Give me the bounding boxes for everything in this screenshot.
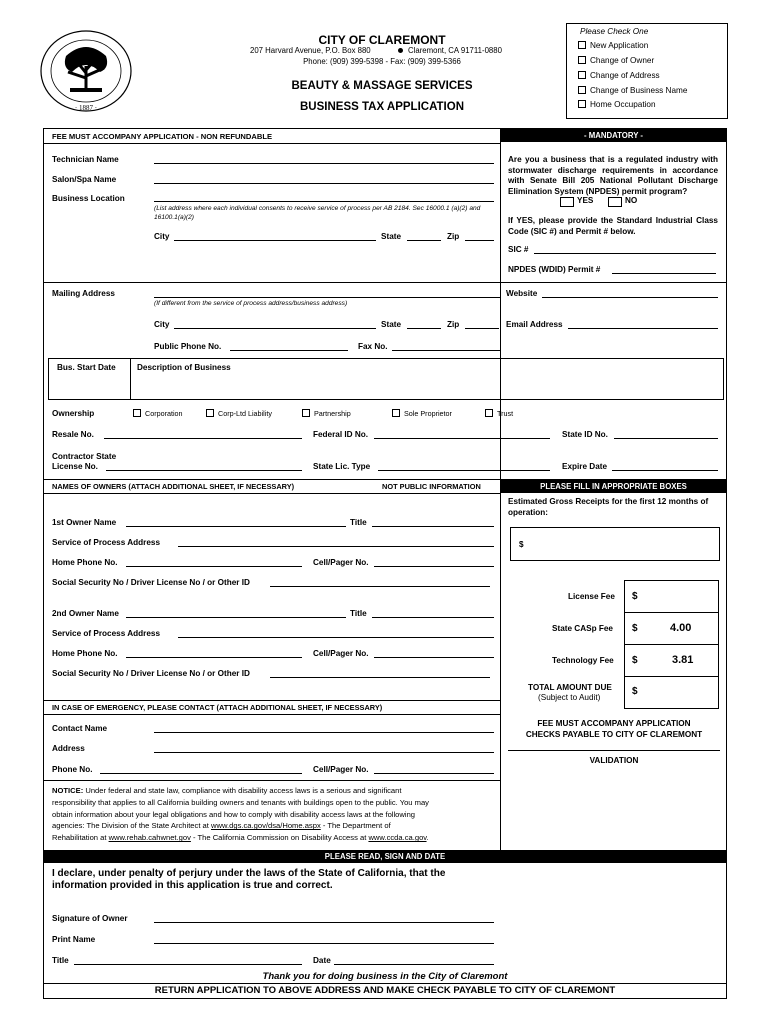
owner1-ssn-field[interactable]	[270, 586, 490, 587]
owner2-home-phone-field[interactable]	[126, 657, 302, 658]
owner1-ssn-label: Social Security No / Driver License No / or Other ID	[52, 578, 250, 587]
state-label: State	[381, 232, 402, 241]
state-lic-label: State Lic. Type	[313, 462, 371, 471]
owner2-title-field[interactable]	[372, 617, 494, 618]
yes-checkbox[interactable]	[560, 197, 574, 207]
option-new-application[interactable]: New Application	[578, 41, 648, 50]
mailing-label: Mailing Address	[52, 289, 115, 298]
column-divider	[500, 480, 501, 850]
zip-label: Zip	[447, 232, 460, 241]
checkbox-icon[interactable]	[578, 71, 586, 79]
ownership-sole-proprietor[interactable]: Sole Proprietor	[392, 409, 452, 418]
owner2-field[interactable]	[126, 617, 346, 618]
federal-id-label: Federal ID No.	[313, 430, 369, 439]
contractor-field[interactable]	[106, 470, 302, 471]
no-label: NO	[625, 196, 638, 205]
owner2-home-phone-label: Home Phone No.	[52, 649, 118, 658]
signature-label: Signature of Owner	[52, 914, 128, 923]
checkbox-icon[interactable]	[578, 41, 586, 49]
npdes-label: NPDES (WDID) Permit #	[508, 265, 601, 274]
sign-title-field[interactable]	[74, 964, 302, 965]
emergency-address-label: Address	[52, 744, 85, 753]
option-home-occupation[interactable]: Home Occupation	[578, 100, 656, 109]
address-left: 207 Harvard Avenue, P.O. Box 880	[250, 46, 371, 55]
location-field[interactable]	[154, 201, 494, 202]
fax-label: Fax No.	[358, 342, 388, 351]
return-instructions: RETURN APPLICATION TO ABOVE ADDRESS AND MAKE CHECK PAYABLE TO CITY OF CLAREMONT	[154, 985, 616, 996]
resale-field[interactable]	[104, 438, 302, 439]
owner2-cell-label: Cell/Pager No.	[313, 649, 369, 658]
ownership-corporation[interactable]: Corporation	[133, 409, 183, 418]
casp-fee-value: 4.00	[670, 622, 692, 634]
fill-boxes-bar: PLEASE FILL IN APPROPRIATE BOXES	[501, 480, 726, 493]
contact-field[interactable]	[154, 732, 494, 733]
npdes-question: Are you a business that is a regulated industry with stormwater discharge requirements in accordance with Senate Bill 205 National Pollutant Discharge Elimination System (NPDES) permit program?	[508, 155, 718, 196]
owner1-cell-label: Cell/Pager No.	[313, 558, 369, 567]
license-fee-label: License Fee	[568, 592, 615, 601]
website-label: Website	[506, 289, 538, 298]
resale-label: Resale No.	[52, 430, 94, 439]
state-lic-field[interactable]	[378, 470, 550, 471]
sic-label: SIC #	[508, 245, 529, 254]
expire-label: Expire Date	[562, 462, 608, 471]
option-change-owner[interactable]: Change of Owner	[578, 56, 654, 65]
form-title-1: BEAUTY & MASSAGE SERVICES	[291, 80, 473, 92]
mail-state-field[interactable]	[407, 328, 441, 329]
not-public-label: NOT PUBLIC INFORMATION	[382, 482, 481, 491]
notice-text: NOTICE: Under federal and state law, compliance with disability access laws is a serious and significant responsibility that applies to all California building owners and tenants with buildings open to the public. You may obtain information about your legal obligations and how to comply with disability access laws at the following agencies: The Division of the State Architect at www.dgs.ca.gov/dsa/Home.aspx - The Department of Rehabilitation at www.rehab.cahwnet.gov - The California Commission on Disability Access at www.ccda.ca.gov.	[52, 786, 429, 843]
salon-field[interactable]	[154, 183, 494, 184]
state-field[interactable]	[407, 240, 441, 241]
ownership-partnership[interactable]: Partnership	[302, 409, 351, 418]
owner2-service-label: Service of Process Address	[52, 629, 161, 638]
bullet-icon	[398, 48, 403, 53]
owner1-title-label: Title	[350, 518, 367, 527]
fee-notice: FEE MUST ACCOMPANY APPLICATION - NON REFUNDABLE	[52, 132, 273, 141]
ownership-label: Ownership	[52, 409, 95, 418]
checkbox-icon[interactable]	[578, 86, 586, 94]
technician-label: Technician Name	[52, 155, 119, 164]
sic-field[interactable]	[534, 253, 716, 254]
email-field[interactable]	[568, 328, 718, 329]
mandatory-bar: - MANDATORY -	[501, 129, 726, 142]
checkbox-icon[interactable]	[578, 100, 586, 108]
sign-date-label: Date	[313, 956, 331, 965]
mailing-note: (If different from the service of process address/business address)	[154, 300, 348, 307]
emergency-phone-label: Phone No.	[52, 765, 93, 774]
owner2-ssn-label: Social Security No / Driver License No / or Other ID	[52, 669, 250, 678]
public-phone-field[interactable]	[230, 350, 348, 351]
owner1-field[interactable]	[126, 526, 346, 527]
total-label: TOTAL AMOUNT DUE	[528, 683, 612, 692]
npdes-field[interactable]	[612, 273, 716, 274]
total-subject: (Subject to Audit)	[538, 693, 601, 702]
salon-label: Salon/Spa Name	[52, 175, 117, 184]
start-date-label: Bus. Start Date	[57, 363, 116, 372]
emergency-cell-field[interactable]	[374, 773, 494, 774]
mailing-field[interactable]	[154, 297, 500, 298]
svg-text:· 1887 ·: · 1887 ·	[74, 104, 98, 112]
thank-you: Thank you for doing business in the City of Claremont	[262, 971, 508, 982]
city-field[interactable]	[174, 240, 376, 241]
email-label: Email Address	[506, 320, 563, 329]
description-label: Description of Business	[137, 363, 231, 372]
form-title-2: BUSINESS TAX APPLICATION	[300, 101, 464, 113]
rehab-link[interactable]: www.rehab.cahwnet.gov	[108, 833, 191, 843]
owner1-service-field[interactable]	[178, 546, 494, 547]
validation-label: VALIDATION	[589, 756, 639, 765]
total-dollar: $	[632, 686, 638, 697]
tech-fee-dollar: $	[632, 655, 638, 666]
contractor-label-1: Contractor State	[52, 452, 117, 461]
declaration: I declare, under penalty of perjury under the laws of the State of California, that the information provided in this application is true and correct.	[52, 868, 446, 891]
tech-fee-value: 3.81	[672, 654, 694, 666]
gross-receipts-dollar: $	[519, 540, 524, 549]
tech-fee-label: Technology Fee	[552, 656, 614, 665]
checkbox-icon[interactable]	[578, 56, 586, 64]
city-label: City	[154, 232, 170, 241]
ownership-trust[interactable]: Trust	[485, 409, 513, 418]
sign-title-label: Title	[52, 956, 69, 965]
city-title: CITY OF CLAREMONT	[318, 33, 446, 47]
expire-field[interactable]	[612, 470, 718, 471]
check-one-title: Please Check One	[580, 27, 649, 36]
mail-zip-label: Zip	[447, 320, 460, 329]
website-field[interactable]	[542, 297, 718, 298]
zip-field[interactable]	[465, 240, 494, 241]
owner1-service-label: Service of Process Address	[52, 538, 161, 547]
owner2-title-label: Title	[350, 609, 367, 618]
contractor-label-2: License No.	[52, 462, 98, 471]
option-change-business-name[interactable]: Change of Business Name	[578, 86, 687, 95]
owner2-ssn-field[interactable]	[270, 677, 490, 678]
owner1-home-phone-label: Home Phone No.	[52, 558, 118, 567]
casp-fee-dollar: $	[632, 623, 638, 634]
option-change-address[interactable]: Change of Address	[578, 71, 660, 80]
mail-city-label: City	[154, 320, 170, 329]
fee-payable-2: CHECKS PAYABLE TO CITY OF CLAREMONT	[525, 730, 703, 739]
location-note: (List address where each individual consents to receive service of process per AB 2184. Sec 16000.1 (a)(2) and 16100.1(a)(2)	[154, 205, 481, 221]
mail-city-field[interactable]	[174, 328, 376, 329]
owner2-label: 2nd Owner Name	[52, 609, 119, 618]
fee-payable-1: FEE MUST ACCOMPANY APPLICATION	[537, 719, 691, 728]
signature-field[interactable]	[154, 922, 494, 923]
mail-state-label: State	[381, 320, 402, 329]
public-phone-label: Public Phone No.	[154, 342, 222, 351]
owner2-service-field[interactable]	[178, 637, 494, 638]
column-divider	[500, 128, 501, 482]
emergency-heading: IN CASE OF EMERGENCY, PLEASE CONTACT (ATTACH ADDITIONAL SHEET, IF NECESSARY)	[52, 703, 383, 712]
owner1-cell-field[interactable]	[374, 566, 494, 567]
owner1-label: 1st Owner Name	[52, 518, 117, 527]
contact-label: Contact Name	[52, 724, 108, 733]
gross-receipts-box[interactable]	[510, 527, 720, 561]
print-name-field[interactable]	[154, 943, 494, 944]
dsa-link[interactable]: www.dgs.ca.gov/dsa/Home.aspx	[211, 821, 321, 831]
gross-receipts-label: Estimated Gross Receipts for the first 12 months of operation:	[508, 497, 709, 517]
fax-field[interactable]	[392, 350, 500, 351]
if-yes-text: If YES, please provide the Standard Industrial Class Code (SIC #) and Permit # below.	[508, 216, 718, 236]
casp-fee-label: State CASp Fee	[552, 624, 613, 633]
owners-heading: NAMES OF OWNERS (ATTACH ADDITIONAL SHEET, IF NECESSARY)	[52, 482, 295, 491]
yes-label: YES	[577, 196, 594, 205]
technician-field[interactable]	[154, 163, 494, 164]
location-label: Business Location	[52, 194, 125, 203]
sign-bar: PLEASE READ, SIGN AND DATE	[44, 850, 726, 863]
emergency-phone-field[interactable]	[100, 773, 302, 774]
city-seal	[38, 28, 134, 114]
owner1-title-field[interactable]	[372, 526, 494, 527]
sign-date-field[interactable]	[334, 964, 494, 965]
phone-fax: Phone: (909) 399-5398 - Fax: (909) 399-5366	[303, 57, 461, 66]
emergency-address-field[interactable]	[154, 752, 494, 753]
ccda-link[interactable]: www.ccda.ca.gov	[368, 833, 427, 843]
state-id-label: State ID No.	[562, 430, 608, 439]
federal-id-field[interactable]	[374, 438, 550, 439]
ownership-llc[interactable]: Corp-Ltd Liability	[206, 409, 272, 418]
no-checkbox[interactable]	[608, 197, 622, 207]
owner1-home-phone-field[interactable]	[126, 566, 302, 567]
print-name-label: Print Name	[52, 935, 96, 944]
mail-zip-field[interactable]	[465, 328, 499, 329]
license-fee-dollar: $	[632, 591, 638, 602]
state-id-field[interactable]	[614, 438, 718, 439]
owner2-cell-field[interactable]	[374, 657, 494, 658]
emergency-cell-label: Cell/Pager No.	[313, 765, 369, 774]
address-right: Claremont, CA 91711-0880	[408, 46, 502, 55]
